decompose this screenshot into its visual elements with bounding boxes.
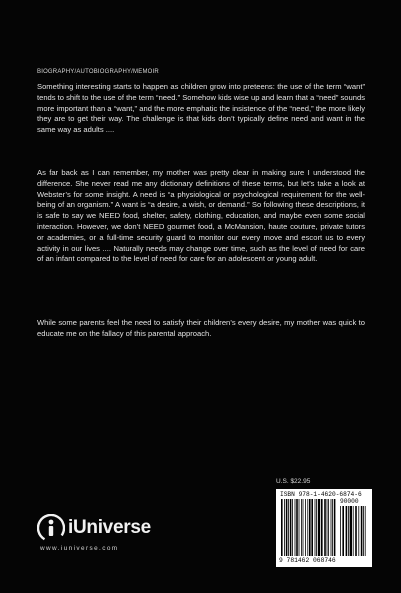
barcode-bar — [307, 499, 308, 556]
barcode-bar — [321, 499, 323, 556]
barcode-bar — [328, 499, 329, 556]
price-code: 90000 — [340, 498, 359, 505]
barcode-bar — [281, 499, 283, 556]
addon-barcode-bars — [340, 506, 368, 556]
isbn-text: ISBN 978-1-4620-6874-6 — [280, 491, 362, 498]
price-label: U.S. $22.95 — [276, 478, 311, 485]
barcode-bar — [342, 506, 344, 556]
blurb-paragraph-3: While some parents feel the need to satisfy their children’s every desire, my mother was quick to educate me on the fallacy of this parental approach. — [37, 318, 365, 338]
iuniverse-logo-icon — [37, 514, 65, 542]
barcode-bar — [284, 499, 285, 556]
barcode-bar — [365, 506, 366, 556]
blurb-paragraph-1: Something interesting starts to happen as children grow into preteens: the use of the term “want” tends to shift to the use of the term “need.” Somehow kids wise up and learn that a “need” sounds more important than a “want,” and the more emphatic the insistence of the “need,” the more likely they are to get their way. The challenge is that kids don’t typically define need and want in the same way as adults .... — [37, 82, 365, 135]
barcode-bar — [288, 499, 289, 556]
barcode-bar — [350, 506, 352, 556]
isbn-barcode — [276, 489, 372, 567]
barcode-bar — [311, 499, 313, 556]
publisher-logo — [37, 514, 151, 542]
barcode-bar — [334, 499, 336, 556]
barcode-bar — [358, 506, 359, 556]
barcode-bar — [318, 499, 320, 556]
barcode-bar — [290, 499, 292, 556]
barcode-bar — [361, 506, 363, 556]
category-label: BIOGRAPHY/AUTOBIOGRAPHY/MEMOIR — [37, 69, 159, 75]
barcode-bar — [292, 499, 293, 556]
barcode-bar — [309, 499, 311, 556]
barcode-bar — [332, 499, 333, 556]
barcode-bar — [296, 499, 298, 556]
publisher-website: www.iuniverse.com — [40, 545, 119, 552]
barcode-bar — [348, 506, 349, 556]
ean-barcode-bars — [281, 499, 337, 556]
barcode-bar — [363, 506, 364, 556]
barcode-bar — [355, 506, 357, 556]
barcode-bar — [340, 506, 341, 556]
barcode-bar — [353, 506, 354, 556]
barcode-bar — [303, 499, 304, 556]
barcode-bar — [295, 499, 296, 556]
barcode-bar — [346, 506, 348, 556]
barcode-bar — [324, 499, 326, 556]
barcode-bar — [299, 499, 300, 556]
barcode-bar — [301, 499, 302, 556]
barcode-bar — [316, 499, 317, 556]
blurb-paragraph-2: As far back as I can remember, my mother was pretty clear in making sure I understood the difference. She never read me any dictionary definitions of these terms, but let’s take a look at Webster’s for some insight. A need is “a physiological or psychological requirement for the well-being of an organism.” A want is “a desire, a wish, or demand.” So following these descriptions, it is safe to say we NEED food, shelter, safety, clothing, education, and maybe even some social interaction. However, we don’t NEED gourmet food, a McMansion, haute couture, private tutors or academies, or a full-time security guard to monitor our every move and escort us to every activity in our lives .... Naturally needs may change over time, such as the level of need for care of an infant compared to the level of need for care for an adolescent or young adult. — [37, 168, 365, 264]
barcode-bar — [327, 499, 328, 556]
ean-digits: 9 781462 068746 — [279, 557, 336, 564]
barcode-bar — [315, 499, 316, 556]
barcode-bar — [305, 499, 306, 556]
barcode-bar — [286, 499, 288, 556]
barcode-bar — [331, 499, 332, 556]
publisher-name: iUniverse — [68, 517, 151, 538]
